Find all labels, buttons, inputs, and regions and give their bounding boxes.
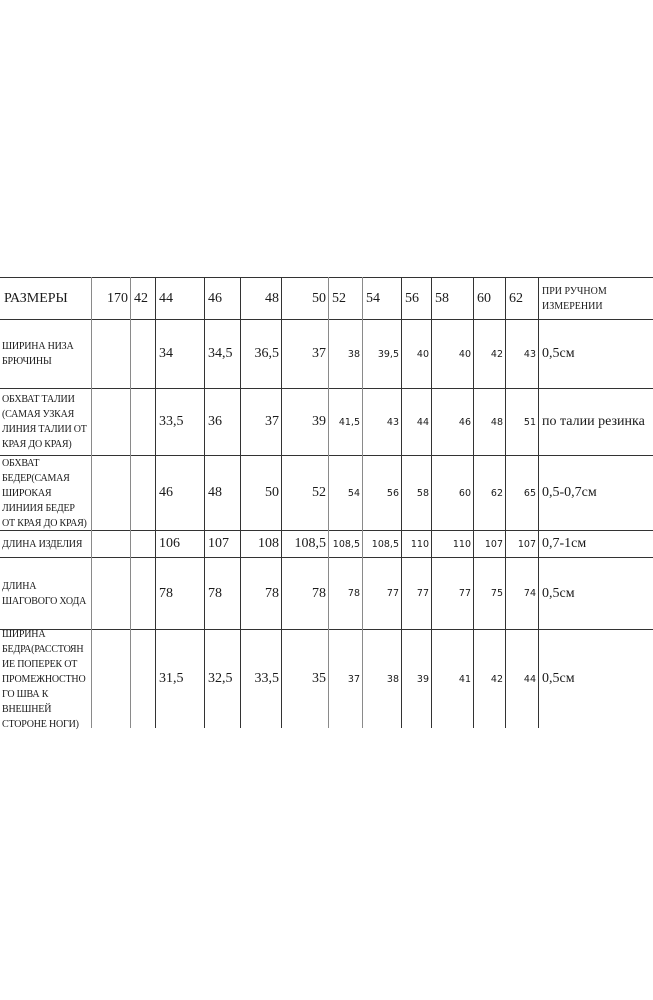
measurement-cell: 44	[416, 416, 429, 428]
measurement-cell: 107	[484, 538, 503, 550]
measurement-cell: 78	[159, 585, 173, 601]
measurement-cell: 74	[523, 588, 536, 599]
measurement-cell	[131, 630, 155, 728]
measurement-cell: 50	[265, 485, 279, 500]
size-header: 54	[366, 290, 380, 306]
size-header: 44	[159, 290, 173, 306]
row-label: ДЛИНА ИЗДЕЛИЯ	[2, 538, 83, 550]
measurement-cell	[131, 389, 155, 455]
measurement-cell	[131, 531, 155, 557]
size-header: 52	[332, 290, 346, 306]
measurement-cell: 107	[208, 536, 229, 551]
measurement-cell: 77	[386, 588, 399, 599]
measurement-cell: 32,5	[208, 671, 233, 686]
measurement-cell: 33,5	[254, 671, 279, 686]
measurement-cell	[92, 456, 130, 530]
measurement-cell: 78	[208, 585, 222, 601]
size-header: 58	[435, 290, 449, 306]
row-label: ДЛИНА ШАГОВОГО ХОДА	[2, 580, 87, 607]
measurement-cell: 78	[312, 585, 326, 601]
measurement-cell: 41,5	[338, 416, 360, 428]
size-header: 50	[312, 290, 326, 306]
measurement-cell: 52	[312, 485, 326, 500]
row-note: 0,7-1см	[542, 536, 587, 551]
measurement-cell: 108,5	[332, 538, 360, 550]
measurement-cell: 78	[265, 585, 279, 601]
measurement-cell: 54	[347, 487, 360, 499]
measurement-cell: 33,5	[159, 414, 184, 429]
measurement-cell: 34,5	[208, 346, 233, 361]
measurement-cell: 43	[523, 348, 536, 360]
size-header: 62	[509, 290, 523, 306]
size-header: 42	[134, 290, 148, 306]
measurement-cell	[92, 389, 130, 455]
size-header: 48	[265, 290, 279, 306]
row-note: по талии резинка	[542, 414, 645, 429]
measurement-cell	[92, 558, 130, 629]
measurement-cell	[92, 531, 130, 557]
size-header: 46	[208, 290, 222, 306]
measurement-cell: 46	[159, 485, 173, 500]
measurement-cell: 37	[347, 673, 360, 685]
measurement-cell	[131, 320, 155, 388]
measurement-cell: 41	[458, 673, 471, 685]
measurement-cell: 77	[416, 588, 429, 599]
measurement-cell	[92, 630, 130, 728]
size-header: 56	[405, 290, 419, 306]
measurement-cell: 46	[458, 416, 471, 428]
measurement-cell: 40	[458, 348, 471, 360]
measurement-cell: 110	[452, 538, 471, 550]
measurement-cell: 108	[258, 536, 279, 551]
measurement-cell: 37	[312, 346, 326, 361]
row-label: ШИРИНА НИЗА БРЮЧИНЫ	[2, 341, 74, 367]
row-label: ШИРИНА БЕДРА(РАССТОЯН ИЕ ПОПЕРЕК ОТ ПРОМЕЖНОСТНО ГО ШВА К ВНЕШНЕЙ СТОРОНЕ НОГИ)	[2, 628, 86, 730]
measurement-cell: 62	[490, 487, 503, 499]
measurement-cell: 40	[416, 348, 429, 360]
measurement-cell: 38	[347, 348, 360, 360]
measurement-cell: 43	[386, 416, 399, 428]
row-label: ОБХВАТ БЕДЕР(САМАЯ ШИРОКАЯ ЛИНИИЯ БЕДЕР ОТ КРАЯ ДО КРАЯ)	[2, 457, 87, 529]
measurement-cell: 31,5	[159, 671, 184, 686]
size-header: 60	[477, 290, 491, 306]
header-title: РАЗМЕРЫ	[4, 290, 68, 306]
measurement-cell: 77	[458, 588, 471, 599]
row-label: ОБХВАТ ТАЛИИ (САМАЯ УЗКАЯ ЛИНИЯ ТАЛИИ ОТ КРАЯ ДО КРАЯ)	[2, 394, 87, 450]
measurement-cell	[131, 456, 155, 530]
measurement-cell: 51	[523, 416, 536, 428]
measurement-cell: 65	[523, 487, 536, 499]
row-note: 0,5см	[542, 585, 575, 601]
measurement-cell: 108,5	[371, 538, 399, 550]
measurement-cell: 37	[265, 414, 279, 429]
measurement-cell: 56	[386, 487, 399, 499]
measurement-cell: 60	[458, 487, 471, 499]
measurement-cell: 35	[312, 671, 326, 686]
measurement-cell: 107	[517, 538, 536, 550]
row-note: 0,5см	[542, 346, 575, 361]
measurement-cell: 42	[490, 673, 503, 685]
measurement-cell	[92, 320, 130, 388]
measurement-cell: 44	[523, 673, 536, 685]
measurement-cell: 34	[159, 346, 173, 361]
measurement-cell: 36,5	[254, 346, 279, 361]
measurement-cell: 75	[490, 588, 503, 599]
measurement-cell: 39,5	[377, 348, 399, 360]
measurement-cell: 108,5	[294, 536, 326, 551]
measurement-cell: 58	[416, 487, 429, 499]
measurement-cell: 39	[416, 673, 429, 685]
measurement-cell: 110	[410, 538, 429, 550]
header-note: ПРИ РУЧНОМ ИЗМЕРЕНИИ	[542, 285, 607, 312]
row-note: 0,5-0,7см	[542, 485, 597, 500]
measurement-cell: 42	[490, 348, 503, 360]
measurement-cell	[131, 558, 155, 629]
row-note: 0,5см	[542, 671, 575, 686]
measurement-cell: 106	[159, 536, 180, 551]
measurement-cell: 78	[347, 588, 360, 599]
measurement-cell: 39	[312, 414, 326, 429]
measurement-cell: 48	[490, 416, 503, 428]
measurement-cell: 38	[386, 673, 399, 685]
measurement-cell: 48	[208, 485, 222, 500]
measurement-cell: 36	[208, 414, 222, 429]
size-header: 170	[107, 290, 128, 306]
